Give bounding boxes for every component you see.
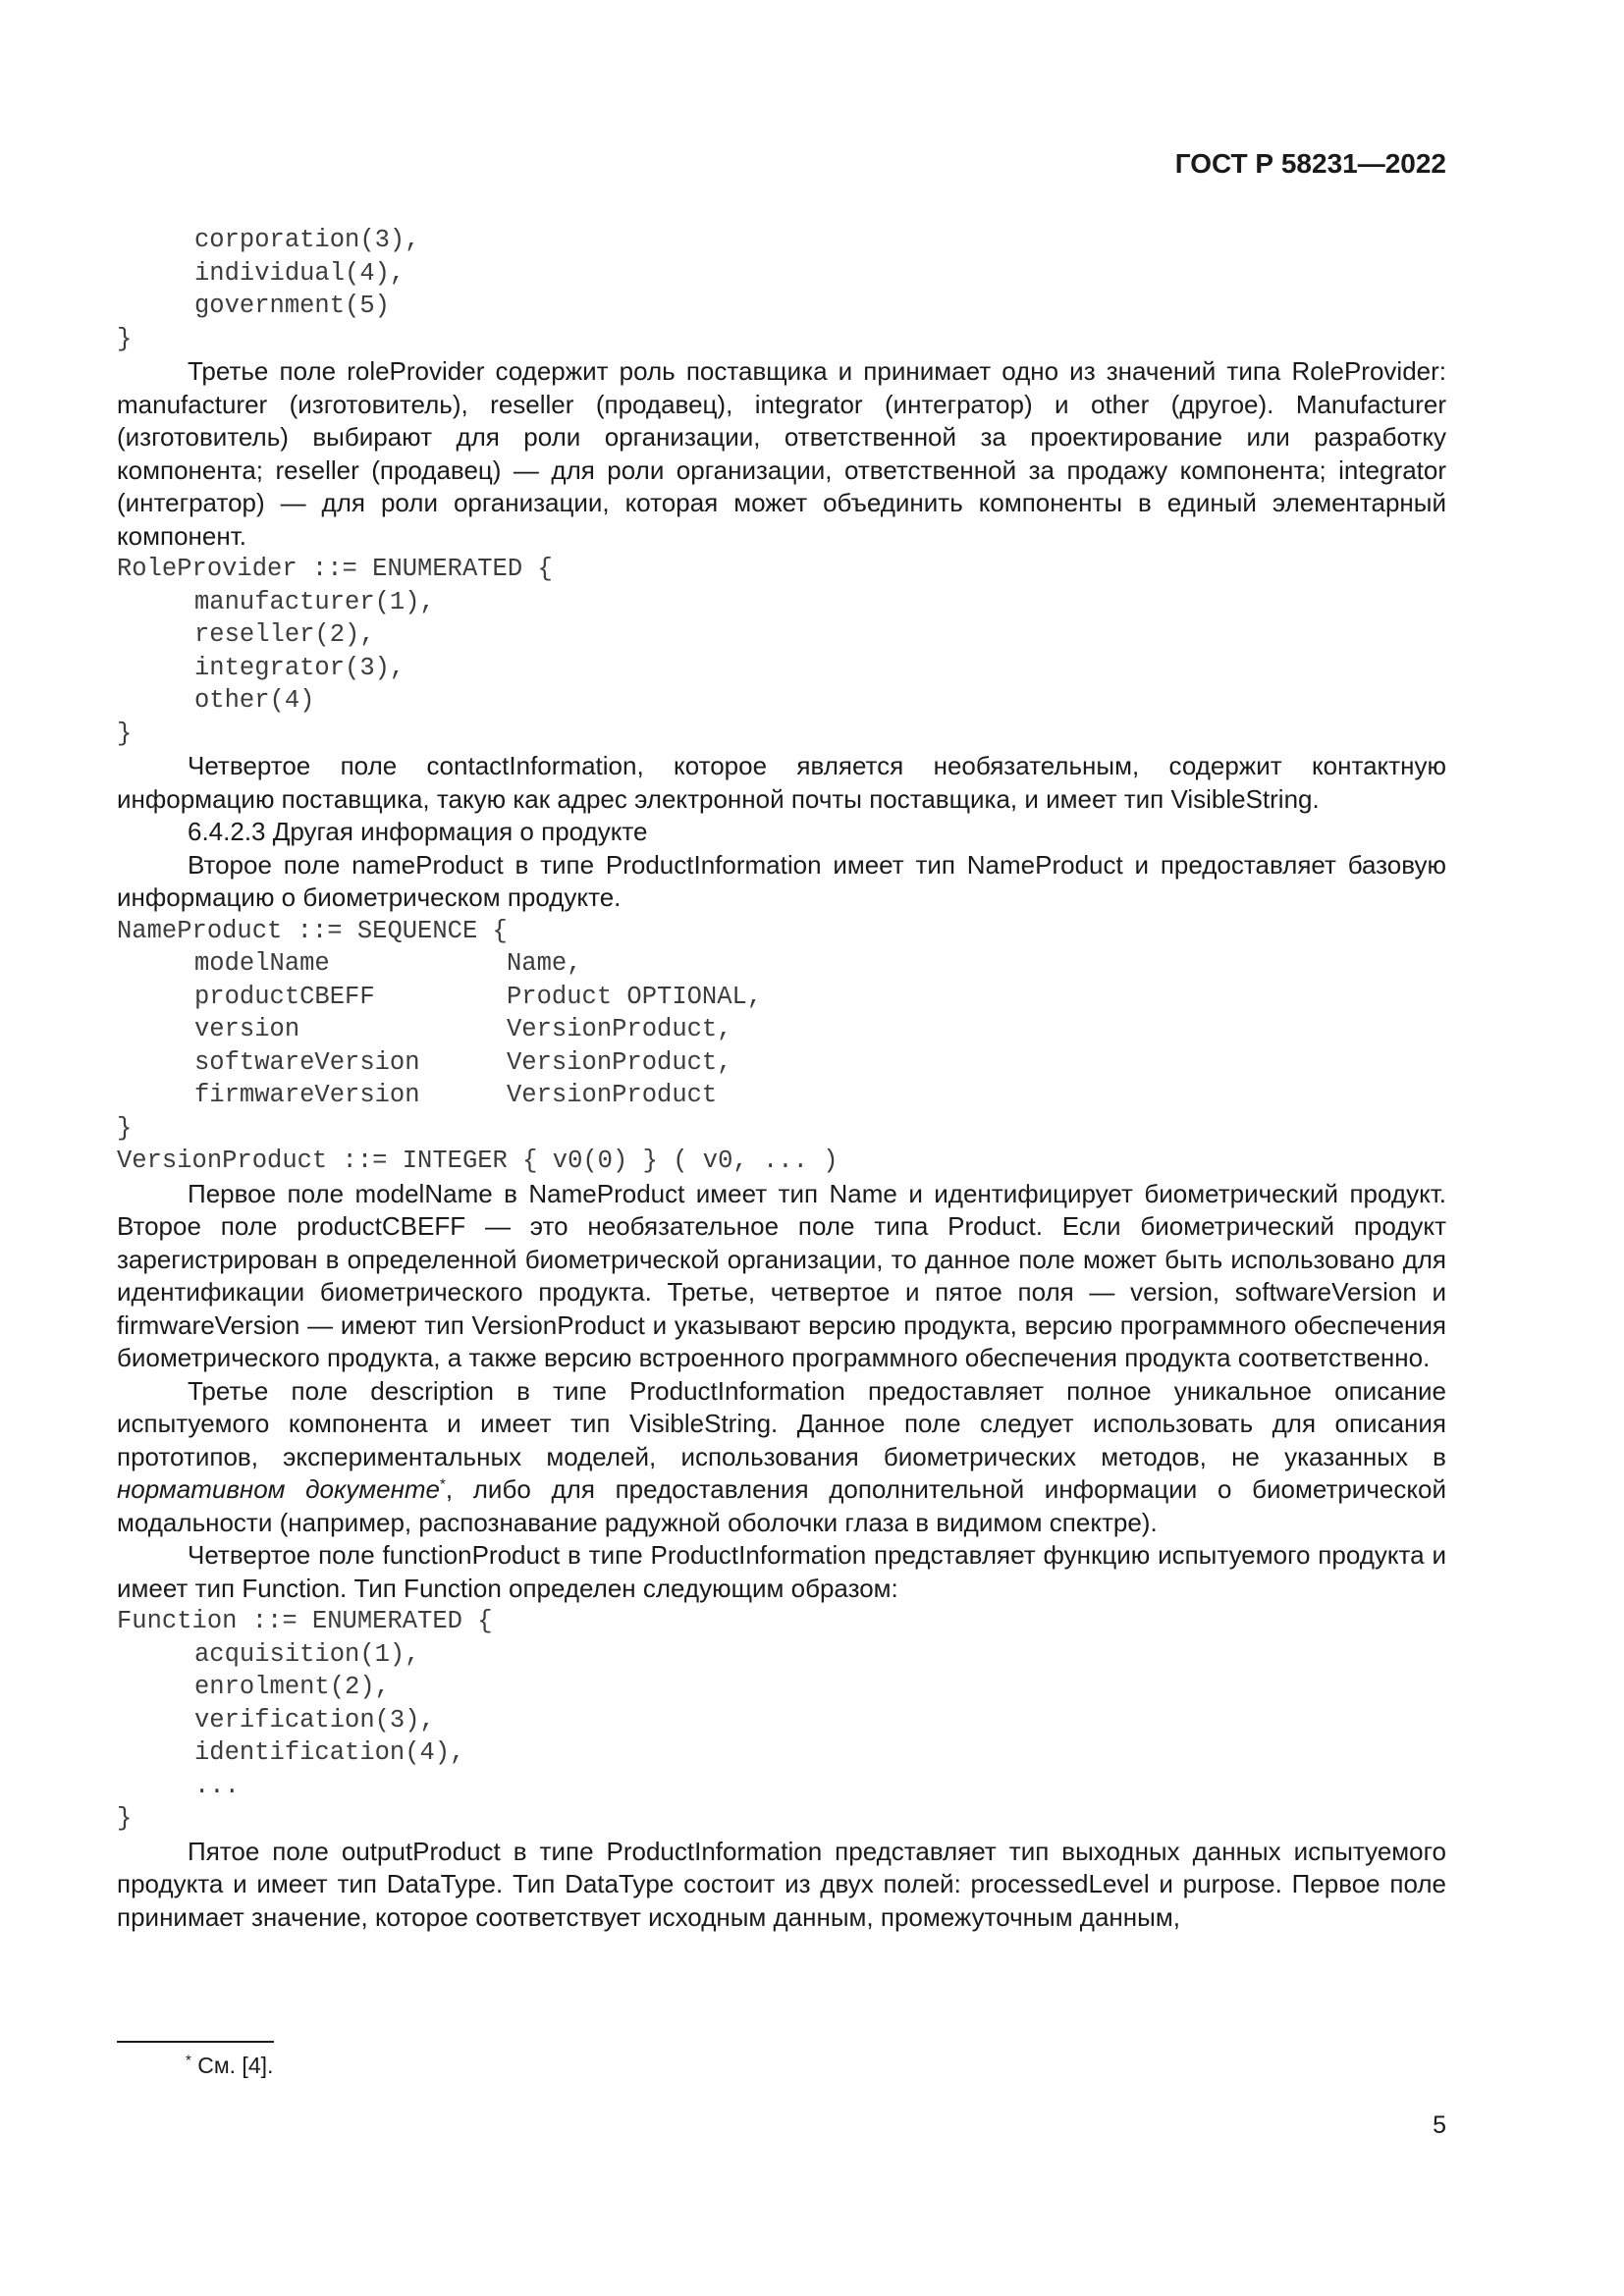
paragraph-text: , либо для предоставления дополнительной информации о биометрической модальности (например, распознавание радужной оболочки глаза в видимом спектре).	[117, 1474, 1446, 1537]
code-field: softwareVersion	[194, 1047, 420, 1077]
document-header-id: ГОСТ Р 58231—2022	[1174, 148, 1446, 179]
code-line: Function ::= ENUMERATED {	[117, 1607, 493, 1635]
code-row	[117, 1079, 1446, 1112]
footnote-reference: *	[440, 1475, 446, 1493]
code-row	[117, 981, 1446, 1014]
code-field: productCBEFF	[194, 982, 375, 1011]
footnote	[186, 2051, 273, 2080]
code-line: enrolment(2),	[194, 1673, 390, 1701]
code-type: VersionProduct,	[507, 1015, 732, 1043]
footnote-separator	[117, 2041, 274, 2043]
code-line: integrator(3),	[194, 653, 406, 682]
code-line: }	[117, 324, 133, 353]
document-body	[117, 224, 1446, 1934]
code-line: individual(4),	[194, 258, 406, 288]
paragraph-contact-information: Четвертое поле contactInformation, которое является необязательным, содержит контактную информацию поставщика, такую как адрес электронной почты поставщика, и имеет тип VisibleString.	[117, 751, 1446, 814]
code-line: NameProduct ::= SEQUENCE {	[117, 916, 508, 945]
paragraph-text: Третье поле description в типе ProductInformation предоставляет полное уникальное описание испытуемого компонента и имеет тип VisibleString. Данное поле следует использовать для описания прототипов, экспериментальных моделей, использования биометрических методов, не указанных в	[117, 1375, 1446, 1471]
paragraph-role-provider: Третье поле roleProvider содержит роль поставщика и принимает одно из значений типа RoleProvider: manufacturer (изготовитель), reseller (продавец), integrator (интегратор) и other (другое). Manufacturer (изготовитель) выбирают для роли организации, ответственной за проектирование или разработку компонента; reseller (продавец) — для роли организации, ответственной за продажу компонента; integrator (интегратор) — для роли организации, которая может объединить компоненты в единый элементарный компонент.	[117, 356, 1446, 551]
section-heading: 6.4.2.3 Другая информация о продукте	[188, 817, 648, 846]
code-line: ...	[194, 1771, 240, 1800]
code-field: firmwareVersion	[194, 1081, 420, 1109]
code-row	[117, 947, 1446, 981]
code-line: identification(4),	[194, 1738, 465, 1767]
code-line: }	[117, 1113, 133, 1143]
code-row	[117, 1046, 1446, 1080]
code-line: RoleProvider ::= ENUMERATED {	[117, 555, 553, 583]
code-line: VersionProduct ::= INTEGER { v0(0) } ( v0, ... )	[117, 1147, 839, 1175]
code-type: VersionProduct	[507, 1081, 718, 1109]
code-type: VersionProduct,	[507, 1047, 732, 1077]
page-number: 5	[1433, 2111, 1446, 2139]
code-line: }	[117, 719, 133, 748]
code-line: manufacturer(1),	[194, 587, 435, 616]
code-field: version	[194, 1015, 300, 1043]
code-field: modelName	[194, 949, 330, 978]
code-type: Product OPTIONAL,	[507, 982, 763, 1011]
paragraph-function-product: Четвертое поле functionProduct в типе ProductInformation представляет функцию испытуемого продукта и имеет тип Function. Тип Function определен следующим образом:	[117, 1540, 1446, 1603]
code-line: }	[117, 1804, 133, 1833]
code-line: government(5)	[194, 292, 390, 320]
code-block-name-product	[117, 915, 1446, 1178]
code-block-function	[117, 1605, 1446, 1836]
code-row	[117, 1013, 1446, 1046]
footnote-mark: *	[186, 2052, 191, 2069]
footnote-text: См. [4].	[190, 2053, 274, 2078]
code-line: other(4)	[194, 686, 315, 715]
code-line: corporation(3),	[194, 226, 420, 254]
code-line: reseller(2),	[194, 620, 375, 649]
code-line: acquisition(1),	[194, 1639, 420, 1669]
code-block-organization-enum	[117, 224, 1446, 355]
paragraph-description	[117, 1375, 1446, 1540]
paragraph-model-name: Первое поле modelName в NameProduct имеет тип Name и идентифицирует биометрический продукт. Второе поле productCBEFF — это необязательное поле типа Product. Если биометрический продукт зарегистрирован в определенной биометрической организации, то данное поле может быть использовано для идентификации биометрического продукта. Третье, четвертое и пятое поля — version, softwareVersion и firmwareVersion — имеют тип VersionProduct и указывают версию продукта, версию программного обеспечения биометрического продукта, а также версию встроенного программного обеспечения продукта соответственно.	[117, 1178, 1446, 1372]
paragraph-name-product: Второе поле nameProduct в типе ProductInformation имеет тип NameProduct и предоставляет базовую информацию о биометрическом продукте.	[117, 849, 1446, 912]
code-block-role-provider	[117, 553, 1446, 750]
normative-document-term: нормативном документе	[117, 1474, 440, 1504]
code-type: Name,	[507, 949, 582, 978]
paragraph-output-product: Пятое поле outputProduct в типе ProductInformation представляет тип выходных данных испытуемого продукта и имеет тип DataType. Тип DataType состоит из двух полей: processedLevel и purpose. Первое поле принимает значение, которое соответствует исходным данным, промежуточным данным,	[117, 1836, 1446, 1932]
code-line: verification(3),	[194, 1705, 435, 1735]
